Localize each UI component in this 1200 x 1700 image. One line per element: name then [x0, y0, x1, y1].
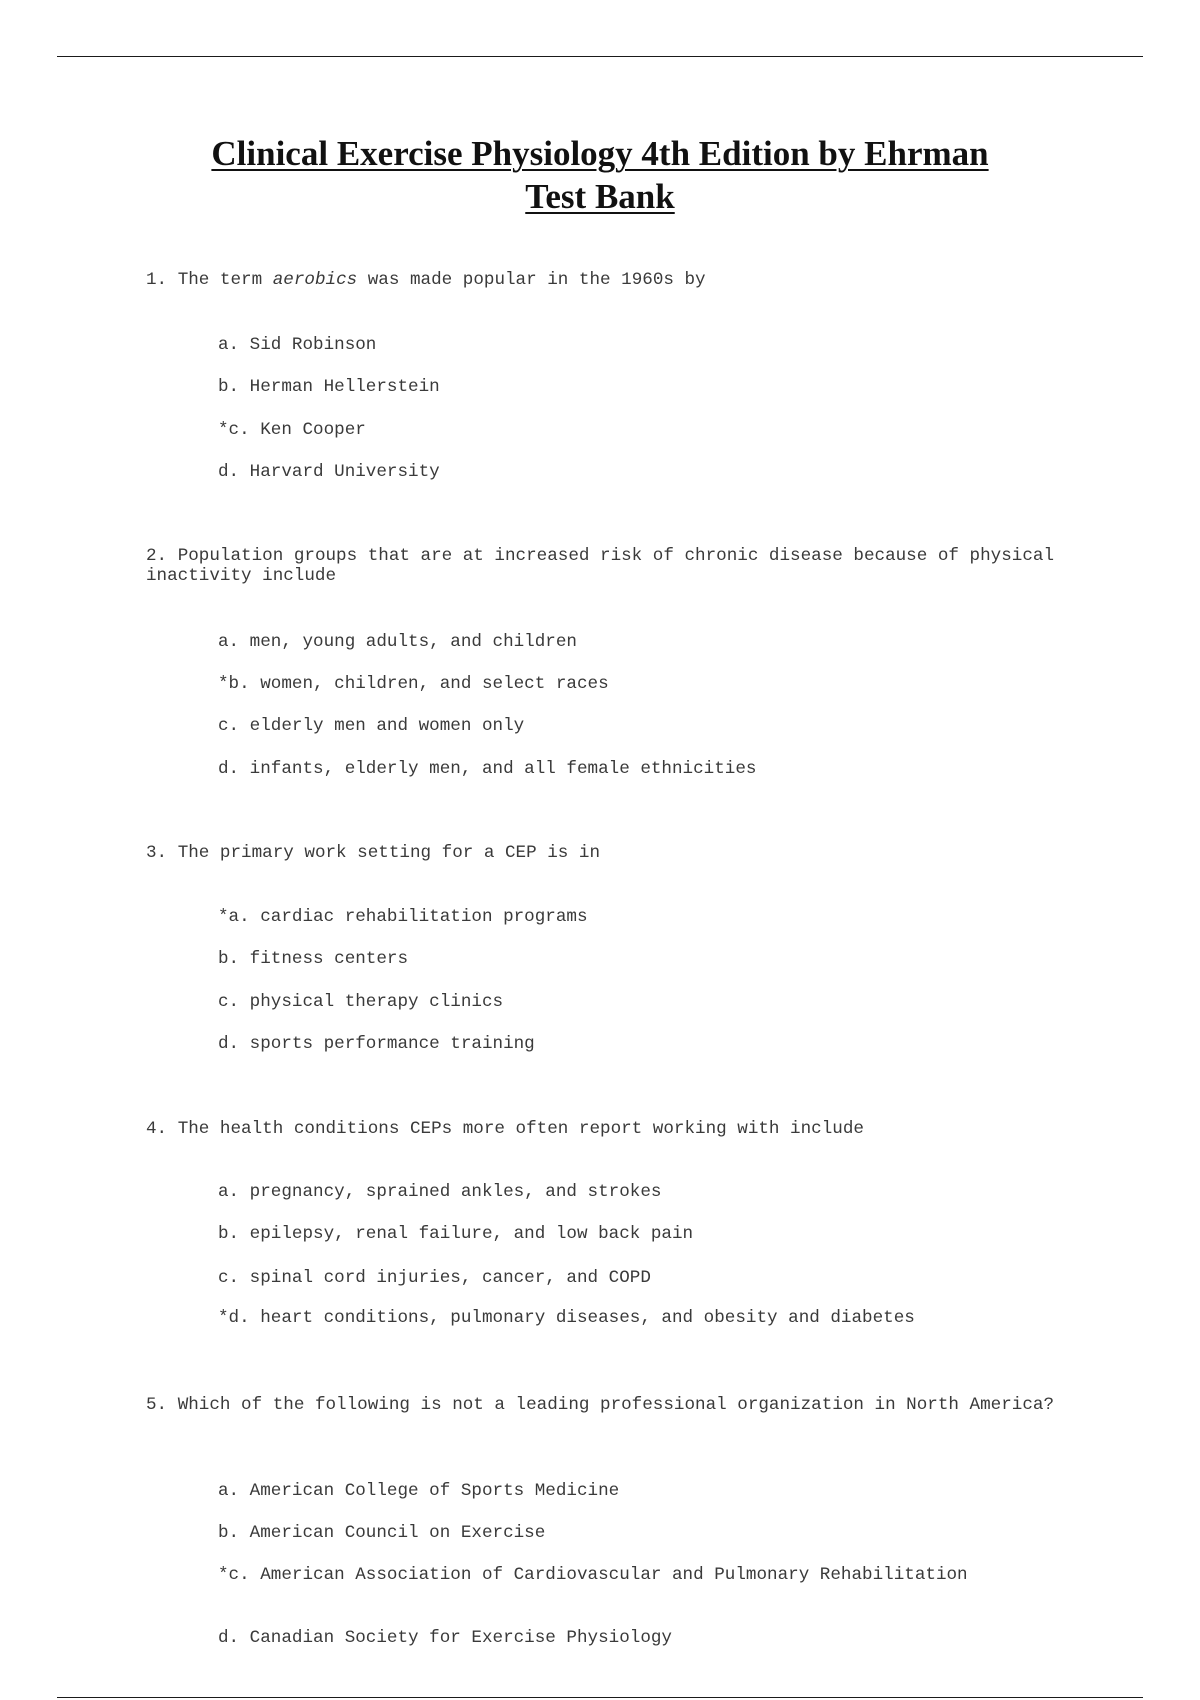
- question-text: The primary work setting for a CEP is in: [177, 843, 601, 863]
- option-1d: d. Harvard University: [218, 462, 440, 482]
- option-4b: b. epilepsy, renal failure, and low back pain: [218, 1224, 694, 1244]
- question-number: 4.: [146, 1119, 168, 1139]
- question-number: 1.: [146, 270, 168, 290]
- title-line-1: Clinical Exercise Physiology 4th Edition by Ehrman: [211, 134, 989, 173]
- option-2d: d. infants, elderly men, and all female ethnicities: [218, 759, 757, 779]
- option-4a: a. pregnancy, sprained ankles, and strokes: [218, 1182, 662, 1202]
- question-3: [146, 843, 1076, 863]
- question-1: [146, 270, 1076, 290]
- title-line-2: Test Bank: [525, 177, 675, 216]
- option-2b: *b. women, children, and select races: [218, 674, 609, 694]
- option-3a: *a. cardiac rehabilitation programs: [218, 907, 588, 927]
- option-2a: a. men, young adults, and children: [218, 632, 577, 652]
- question-5: [146, 1395, 1076, 1415]
- question-text: was made popular in the 1960s by: [367, 270, 706, 290]
- question-text: Population groups that are at increased risk of chronic disease because of physical inactivity include: [146, 546, 1065, 586]
- question-4: [146, 1119, 1076, 1139]
- question-text: Which of the following is not a leading professional organization in North America?: [177, 1395, 1054, 1415]
- question-2: [146, 546, 1076, 586]
- question-text-italic: aerobics: [272, 270, 358, 290]
- question-text: The health conditions CEPs more often report working with include: [177, 1119, 864, 1139]
- option-3d: d. sports performance training: [218, 1034, 535, 1054]
- option-1b: b. Herman Hellerstein: [218, 377, 440, 397]
- bottom-rule: [57, 1697, 1143, 1698]
- option-3c: c. physical therapy clinics: [218, 992, 504, 1012]
- option-4d: *d. heart conditions, pulmonary diseases, and obesity and diabetes: [218, 1308, 915, 1328]
- option-1c: *c. Ken Cooper: [218, 420, 366, 440]
- question-number: 2.: [146, 546, 168, 566]
- option-2c: c. elderly men and women only: [218, 716, 525, 736]
- option-5d: d. Canadian Society for Exercise Physiology: [218, 1628, 672, 1648]
- question-number: 5.: [146, 1395, 168, 1415]
- question-text: The term: [177, 270, 263, 290]
- option-1a: a. Sid Robinson: [218, 335, 377, 355]
- option-3b: b. fitness centers: [218, 949, 409, 969]
- option-4c: c. spinal cord injuries, cancer, and COPD: [218, 1268, 651, 1288]
- question-number: 3.: [146, 843, 168, 863]
- option-5b: b. American Council on Exercise: [218, 1523, 546, 1543]
- option-5c: *c. American Association of Cardiovascular and Pulmonary Rehabilitation: [218, 1565, 968, 1585]
- option-5a: a. American College of Sports Medicine: [218, 1481, 620, 1501]
